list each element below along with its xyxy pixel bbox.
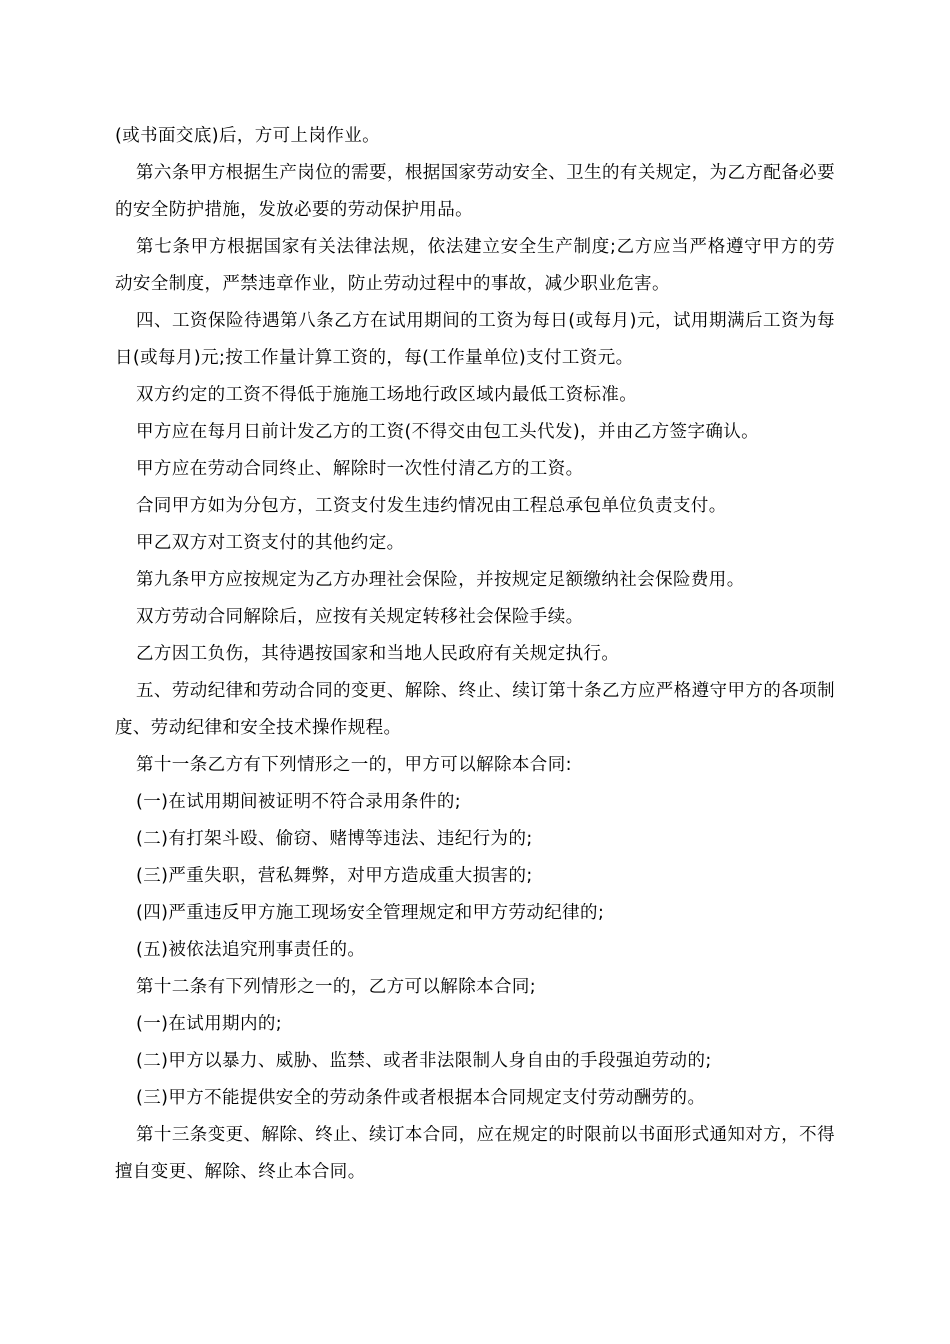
paragraph-6: 甲方应在每月日前计发乙方的工资(不得交由包工头代发)，并由乙方签字确认。: [136, 422, 760, 442]
paragraph-4: 四、工资保险待遇第八条乙方在试用期间的工资为每日(或每月)元，试用期满后工资为每日(或每月)元;按工作量计算工资的，每(工作量单位)支付工资元。: [115, 311, 835, 368]
paragraph-24: 第十三条变更、解除、终止、续订本合同，应在规定的时限前以书面形式通知对方，不得擅自变更、解除、终止本合同。: [115, 1125, 835, 1182]
paragraph-9: 甲乙双方对工资支付的其他约定。: [136, 533, 405, 553]
paragraph-18: (四)严重违反甲方施工现场安全管理规定和甲方劳动纪律的;: [136, 903, 605, 923]
paragraph-7: 甲方应在劳动合同终止、解除时一次性付清乙方的工资。: [136, 459, 584, 479]
paragraph-23: (三)甲方不能提供安全的劳动条件或者根据本合同规定支付劳动酬劳的。: [136, 1088, 706, 1108]
paragraph-11: 双方劳动合同解除后，应按有关规定转移社会保险手续。: [136, 607, 584, 627]
paragraph-10: 第九条甲方应按规定为乙方办理社会保险，并按规定足额缴纳社会保险费用。: [136, 570, 745, 590]
paragraph-3: 第七条甲方根据国家有关法律法规，依法建立安全生产制度;乙方应当严格遵守甲方的劳动安全制度，严禁违章作业，防止劳动过程中的事故，减少职业危害。: [115, 237, 835, 294]
paragraph-13: 五、劳动纪律和劳动合同的变更、解除、终止、续订第十条乙方应严格遵守甲方的各项制度、劳动纪律和安全技术操作规程。: [115, 681, 835, 738]
paragraph-2: 第六条甲方根据生产岗位的需要，根据国家劳动安全、卫生的有关规定，为乙方配备必要的安全防护措施，发放必要的劳动保护用品。: [115, 163, 835, 220]
paragraph-15: (一)在试用期间被证明不符合录用条件的;: [136, 792, 462, 812]
paragraph-14: 第十一条乙方有下列情形之一的，甲方可以解除本合同:: [136, 755, 572, 775]
paragraph-21: (一)在试用期内的;: [136, 1014, 283, 1034]
paragraph-20: 第十二条有下列情形之一的，乙方可以解除本合同;: [136, 977, 537, 997]
paragraph-16: (二)有打架斗殴、偷窃、赌博等违法、违纪行为的;: [136, 829, 533, 849]
document-body: [115, 118, 835, 1191]
paragraph-22: (二)甲方以暴力、威胁、监禁、或者非法限制人身自由的手段强迫劳动的;: [136, 1051, 712, 1071]
paragraph-17: (三)严重失职，营私舞弊，对甲方造成重大损害的;: [136, 866, 533, 886]
paragraph-5: 双方约定的工资不得低于施施工场地行政区域内最低工资标准。: [136, 385, 638, 405]
paragraph-1: (或书面交底)后，方可上岗作业。: [115, 126, 381, 146]
paragraph-19: (五)被依法追究刑事责任的。: [136, 940, 366, 960]
paragraph-12: 乙方因工负伤，其待遇按国家和当地人民政府有关规定执行。: [136, 644, 620, 664]
paragraph-8: 合同甲方如为分包方，工资支付发生违约情况由工程总承包单位负责支付。: [136, 496, 727, 516]
